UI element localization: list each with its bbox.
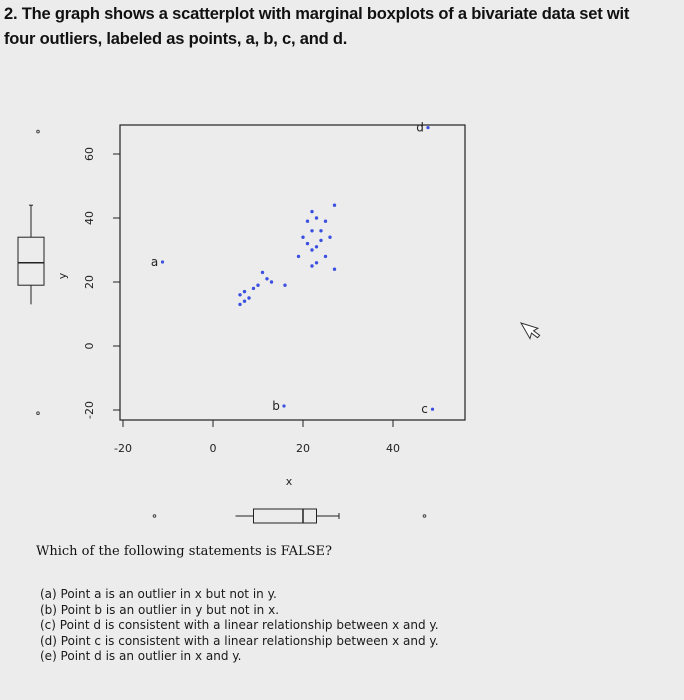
x-axis-label: x [285,475,293,488]
y-tick-label: 20 [83,275,96,289]
y-box-outlier [37,412,40,415]
y-tick-label: -20 [83,401,96,419]
data-points [238,204,336,307]
question-header-line-2: four outliers, labeled as points, a, b, c, and d. [4,30,348,48]
data-point [238,303,241,306]
data-point [270,280,273,283]
outlier-points [151,121,434,417]
x-tick-label: -20 [114,442,132,455]
data-point [324,255,327,258]
data-point [297,255,300,258]
option-d[interactable]: (d) Point c is consistent with a linear relationship between x and y. [40,633,439,648]
data-point [328,236,331,239]
data-point [333,268,336,271]
data-point [256,284,259,287]
data-point [310,229,313,232]
y-tick-label: 40 [83,211,96,225]
x-tick-label: 40 [386,442,400,455]
data-point [243,290,246,293]
data-point [333,204,336,207]
option-b[interactable]: (b) Point b is an outlier in y but not in x. [40,602,280,617]
question-prompt: Which of the following statements is FALSE? [36,544,332,559]
outlier-label-d: d [416,120,424,135]
data-point [261,271,264,274]
option-c[interactable]: (c) Point d is consistent with a linear relationship between x and y. [40,618,439,632]
data-point [306,220,309,223]
data-point [301,236,304,239]
data-point [306,242,309,245]
data-point [315,245,318,248]
data-point [319,229,322,232]
outlier-point-a [161,260,164,263]
y-marginal-boxplot [18,130,44,414]
plot-frame [120,125,465,420]
data-point [265,277,268,280]
data-point [247,296,250,299]
data-point [315,261,318,264]
data-point [310,264,313,267]
y-tick-label: 60 [83,147,96,161]
y-axis-label: y [56,272,69,280]
x-box [254,509,317,523]
y-box [18,237,44,285]
option-a[interactable]: (a) Point a is an outlier in x but not in y. [40,587,277,601]
x-tick-label: 0 [209,442,217,455]
data-point [319,239,322,242]
x-tick-label: 20 [296,442,310,455]
x-box-outlier [153,515,156,518]
x-box-outlier [423,515,426,518]
option-e[interactable]: (e) Point d is an outlier in x and y. [40,649,242,663]
outlier-point-b [282,404,285,407]
x-marginal-boxplot [153,509,426,523]
x-axis [114,420,400,455]
y-axis [83,147,120,419]
data-point [310,210,313,213]
outlier-label-c: c [421,402,428,417]
data-point [315,216,318,219]
outlier-label-a: a [150,255,159,269]
cursor-icon [521,317,542,341]
y-tick-label: 0 [83,342,96,350]
answer-options [40,587,439,665]
outlier-point-c [431,408,434,411]
data-point [243,300,246,303]
question-header-line-1: 2. The graph shows a scatterplot with marginal boxplots of a bivariate data set wit [4,5,630,23]
y-box-outlier [37,130,40,133]
outlier-label-b: b [272,399,280,413]
data-point [252,287,255,290]
data-point [310,248,313,251]
data-point [283,284,286,287]
outlier-point-d [426,126,429,129]
data-point [324,220,327,223]
data-point [238,293,241,296]
